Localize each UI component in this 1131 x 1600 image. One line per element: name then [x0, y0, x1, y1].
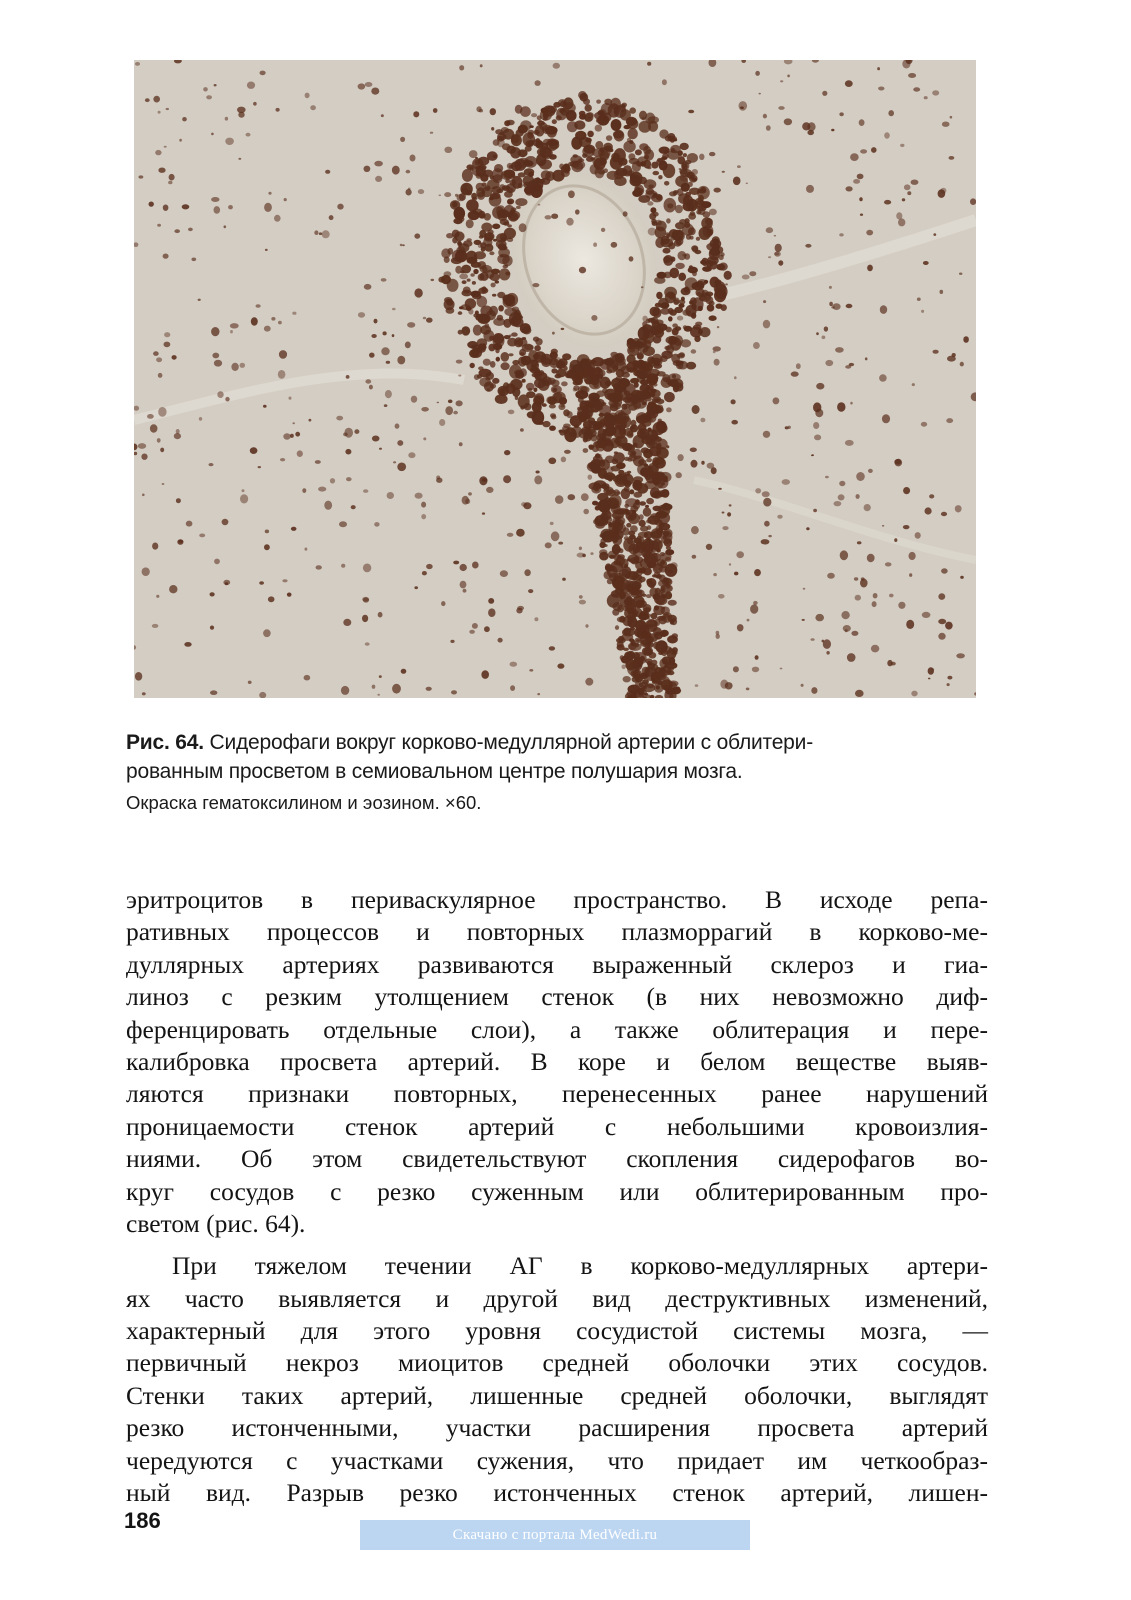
text-line: Стенки таких артерий, лишенные средней оболочки, выглядят [126, 1380, 988, 1410]
text-line: круг сосудов с резко суженным или облитерированным про- [126, 1176, 988, 1206]
text-line: ративных процессов и повторных плазморрагий в корково-ме- [126, 917, 988, 947]
text-line: эритроцитов в периваскулярное пространство. В исходе репа- [126, 885, 988, 914]
text-line: дуллярных артериях развиваются выраженный склероз и гиа- [126, 949, 988, 979]
text-line: чередуются с участками сужения, что придает им четкообраз- [126, 1445, 988, 1475]
text-line: ференцировать отдельные слои), а также облитерация и пере- [126, 1014, 988, 1044]
micrograph-svg [134, 60, 976, 698]
figure-caption [126, 728, 994, 816]
micrograph-image [134, 60, 976, 698]
paragraph-1 [126, 884, 988, 1240]
body-text [126, 884, 988, 1509]
text-line: первичный некроз миоцитов средней оболочки этих сосудов. [126, 1348, 988, 1378]
caption-line-1 [126, 728, 994, 757]
text-line: светом (рис. 64). [126, 1208, 306, 1238]
text-line: ный вид. Разрыв резко истонченных стенок артерий, лишен- [126, 1478, 988, 1508]
caption-stain-note: Окраска гематоксилином и эозином. ×60. [126, 792, 482, 813]
page-number: 186 [124, 1508, 161, 1533]
text-line: ниями. Об этом свидетельствуют скопления сидерофагов во- [126, 1144, 988, 1174]
text-line: резко истонченными, участки расширения просвета артерий [126, 1413, 988, 1443]
text-line: ях часто выявляется и другой вид деструктивных изменений, [126, 1283, 988, 1313]
text-line: калибровка просвета артерий. В коре и белом веществе выяв- [126, 1046, 988, 1076]
figure-label: Рис. 64. [126, 731, 204, 754]
paragraph-2 [126, 1250, 988, 1509]
text-line: проницаемости стенок артерий с небольшими кровоизлия- [126, 1111, 988, 1141]
caption-line-2: рованным просветом в семиовальном центре полушария мозга. [126, 760, 743, 783]
text-line: ляются признаки повторных, перенесенных ранее нарушений [126, 1079, 988, 1109]
watermark-banner: Скачано с портала MedWedi.ru [360, 1520, 750, 1550]
text-line: характерный для этого уровня сосудистой системы мозга, — [126, 1316, 988, 1346]
text-line: линоз с резким утолщением стенок (в них невозможно диф- [126, 982, 988, 1012]
caption-text-1: Сидерофаги вокруг корково-медуллярной артерии с облитери- [203, 731, 813, 754]
text-line: При тяжелом течении АГ в корково-медуллярных артери- [172, 1251, 988, 1281]
